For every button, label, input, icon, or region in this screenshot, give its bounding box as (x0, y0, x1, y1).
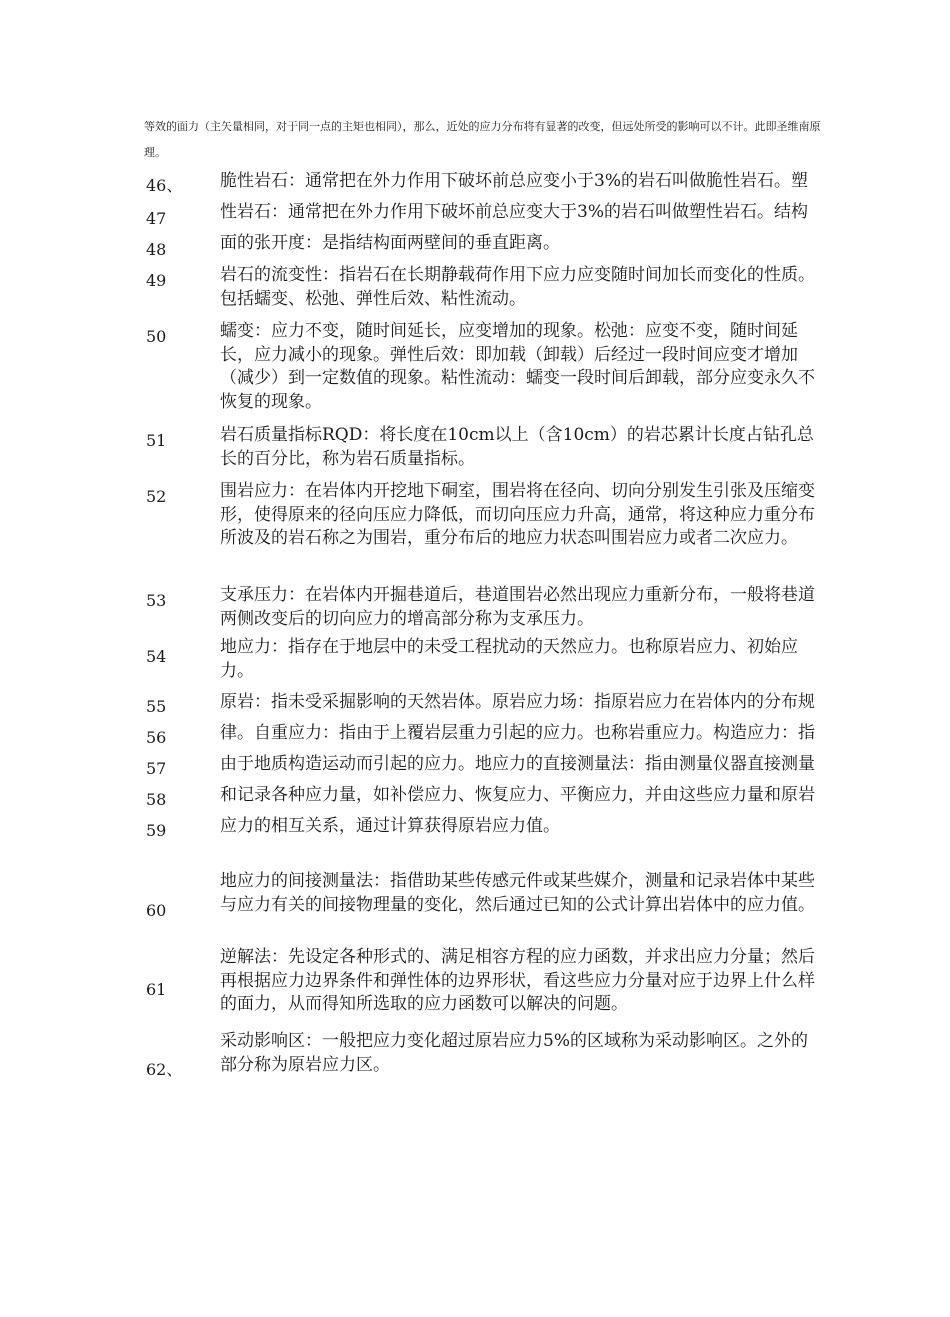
definition-paragraph: 脆性岩石：通常把在外力作用下破坏前总应变小于3%的岩石叫做脆性岩石。塑性岩石：通常把在外力作用下破坏前总应变大于3%的岩石叫做塑性岩石。结构面的张开度：是指结构面两壁间的垂直距离。 (220, 171, 808, 253)
definition-paragraph: 逆解法：先设定各种形式的、满足相容方程的应力函数，并求出应力分量；然后再根据应力边界条件和弹性体的边界形状，看这些应力分量对应于边界上什么样的面力，从而得知所选取的应力函数可以解决的问题。 (220, 947, 815, 1014)
intro-paragraph: 等效的面力（主矢量相同，对于同一点的主矩也相同），那么，近处的应力分布将有显著的改变，但远处所受的影响可以不计。此即圣维南原理。 (144, 120, 821, 159)
definition-paragraph: 围岩应力：在岩体内开挖地下硐室，围岩将在径向、切向分别发生引张及压缩变形，使得原来的径向压应力降低，而切向压应力升高，通常，将这种应力重分布所波及的岩石称之为围岩，重分布后的地应力状态叫围岩应力或者二次应力。 (220, 481, 815, 548)
item-number: 51 (146, 431, 167, 450)
item-number: 53 (146, 591, 167, 610)
item-number: 54 (146, 647, 167, 666)
item-number: 58 (146, 790, 167, 809)
definition-paragraph: 地应力的间接测量法：指借助某些传感元件或某些媒介，测量和记录岩体中某些与应力有关的间接物理量的变化，然后通过已知的公式计算出岩体中的应力值。 (220, 871, 815, 915)
definition-paragraph: 岩石的流变性：指岩石在长期静载荷作用下应力应变随时间加长而变化的性质。包括蠕变、松弛、弹性后效、粘性流动。 (220, 265, 815, 309)
definition-paragraph: 地应力：指存在于地层中的未受工程扰动的天然应力。也称原岩应力、初始应力。 (220, 637, 798, 681)
definition-paragraph: 支承压力：在岩体内开掘巷道后，巷道围岩必然出现应力重新分布，一般将巷道两侧改变后的切向应力的增高部分称为支承压力。 (220, 585, 815, 629)
definition-paragraph: 蠕变：应力不变，随时间延长，应变增加的现象。松弛：应变不变，随时间延长，应力减小的现象。弹性后效：即加载（卸载）后经过一段时间应变才增加（减少）到一定数值的现象。粘性流动：蠕变一段时间后卸载，部分应变永久不恢复的现象。 (220, 321, 815, 412)
item-number: 52 (146, 487, 167, 506)
item-number: 49 (146, 271, 167, 290)
definition-paragraph: 采动影响区：一般把应力变化超过原岩应力5%的区域称为采动影响区。之外的部分称为原岩应力区。 (220, 1031, 808, 1075)
item-number: 56 (146, 728, 167, 747)
item-number: 60 (146, 901, 167, 920)
item-number: 50 (146, 327, 167, 346)
item-number: 62、 (146, 1060, 183, 1079)
item-number: 61 (146, 980, 167, 999)
item-number: 46、 (146, 176, 183, 195)
item-number: 57 (146, 759, 167, 778)
item-number: 48 (146, 240, 167, 259)
item-number: 59 (146, 821, 167, 840)
item-number: 47 (146, 209, 167, 228)
item-number: 55 (146, 697, 167, 716)
definition-paragraph: 岩石质量指标RQD：将长度在10cm以上（含10cm）的岩芯累计长度占钻孔总长的百分比，称为岩石质量指标。 (220, 425, 814, 469)
definition-paragraph: 原岩：指未受采掘影响的天然岩体。原岩应力场：指原岩应力在岩体内的分布规律。自重应力：指由于上覆岩层重力引起的应力。也称岩重应力。构造应力：指由于地质构造运动而引起的应力。地应力的直接测量法：指由测量仪器直接测量和记录各种应力量，如补偿应力、恢复应力、平衡应力，并由这些应力量和原岩应力的相互关系，通过计算获得原岩应力值。 (220, 692, 815, 836)
